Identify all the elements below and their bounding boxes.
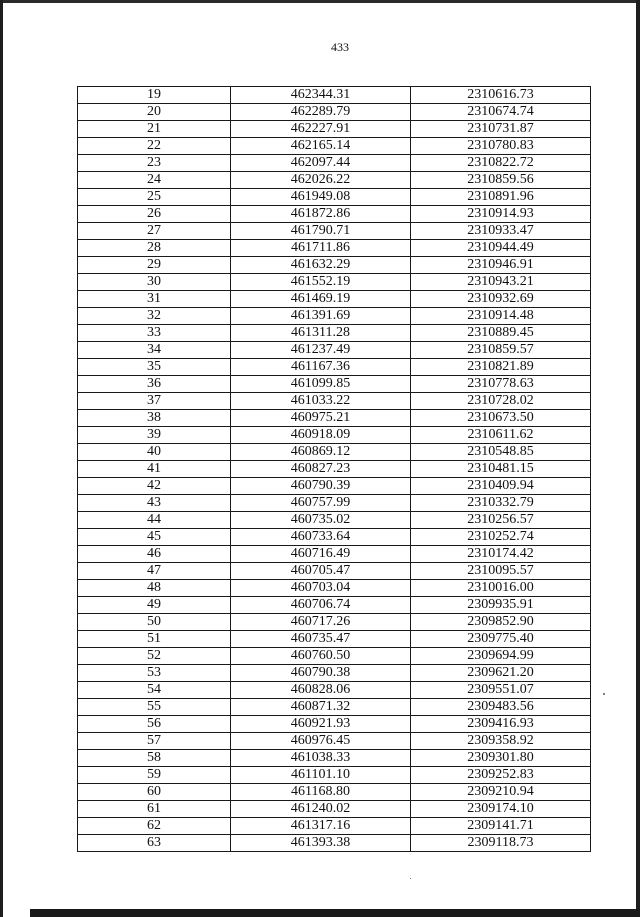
point-number-cell: 51 (78, 631, 231, 648)
y-coordinate-cell: 2309252.83 (411, 767, 591, 784)
y-coordinate-cell: 2309210.94 (411, 784, 591, 801)
y-coordinate-cell: 2309118.73 (411, 835, 591, 852)
point-number-cell: 21 (78, 121, 231, 138)
x-coordinate-cell: 461393.38 (231, 835, 411, 852)
y-coordinate-cell: 2309621.20 (411, 665, 591, 682)
point-number-cell: 38 (78, 410, 231, 427)
x-coordinate-cell: 461101.10 (231, 767, 411, 784)
y-coordinate-cell: 2310914.48 (411, 308, 591, 325)
table-row (78, 665, 591, 682)
x-coordinate-cell: 461099.85 (231, 376, 411, 393)
x-coordinate-cell: 461711.86 (231, 240, 411, 257)
scan-edge-left (0, 0, 3, 917)
y-coordinate-cell: 2310728.02 (411, 393, 591, 410)
table-row (78, 410, 591, 427)
x-coordinate-cell: 460733.64 (231, 529, 411, 546)
x-coordinate-cell: 461632.29 (231, 257, 411, 274)
scan-edge-bottom (30, 909, 640, 917)
y-coordinate-cell: 2310409.94 (411, 478, 591, 495)
table-row (78, 648, 591, 665)
x-coordinate-cell: 462344.31 (231, 87, 411, 104)
y-coordinate-cell: 2309694.99 (411, 648, 591, 665)
y-coordinate-cell: 2309358.92 (411, 733, 591, 750)
table-row (78, 716, 591, 733)
x-coordinate-cell: 460828.06 (231, 682, 411, 699)
x-coordinate-cell: 460760.50 (231, 648, 411, 665)
table-row (78, 172, 591, 189)
table-row (78, 189, 591, 206)
y-coordinate-cell: 2310332.79 (411, 495, 591, 512)
y-coordinate-cell: 2310616.73 (411, 87, 591, 104)
y-coordinate-cell: 2310673.50 (411, 410, 591, 427)
x-coordinate-cell: 461552.19 (231, 274, 411, 291)
point-number-cell: 20 (78, 104, 231, 121)
y-coordinate-cell: 2309775.40 (411, 631, 591, 648)
y-coordinate-cell: 2309416.93 (411, 716, 591, 733)
y-coordinate-cell: 2309551.07 (411, 682, 591, 699)
point-number-cell: 54 (78, 682, 231, 699)
x-coordinate-cell: 460790.38 (231, 665, 411, 682)
point-number-cell: 23 (78, 155, 231, 172)
point-number-cell: 53 (78, 665, 231, 682)
x-coordinate-cell: 462165.14 (231, 138, 411, 155)
point-number-cell: 47 (78, 563, 231, 580)
table-row (78, 818, 591, 835)
point-number-cell: 55 (78, 699, 231, 716)
table-row (78, 495, 591, 512)
scan-edge-top (0, 0, 640, 3)
x-coordinate-cell: 460869.12 (231, 444, 411, 461)
table-row (78, 291, 591, 308)
x-coordinate-cell: 462289.79 (231, 104, 411, 121)
table-row (78, 597, 591, 614)
y-coordinate-cell: 2310932.69 (411, 291, 591, 308)
x-coordinate-cell: 462026.22 (231, 172, 411, 189)
x-coordinate-cell: 460918.09 (231, 427, 411, 444)
table-row (78, 393, 591, 410)
point-number-cell: 59 (78, 767, 231, 784)
point-number-cell: 56 (78, 716, 231, 733)
x-coordinate-cell: 461317.16 (231, 818, 411, 835)
x-coordinate-cell: 460705.47 (231, 563, 411, 580)
x-coordinate-cell: 462227.91 (231, 121, 411, 138)
table-row (78, 240, 591, 257)
x-coordinate-cell: 460790.39 (231, 478, 411, 495)
table-row (78, 461, 591, 478)
y-coordinate-cell: 2309141.71 (411, 818, 591, 835)
y-coordinate-cell: 2310252.74 (411, 529, 591, 546)
x-coordinate-cell: 460827.23 (231, 461, 411, 478)
table-row (78, 835, 591, 852)
point-number-cell: 43 (78, 495, 231, 512)
y-coordinate-cell: 2310095.57 (411, 563, 591, 580)
x-coordinate-cell: 461240.02 (231, 801, 411, 818)
y-coordinate-cell: 2310256.57 (411, 512, 591, 529)
table-row (78, 512, 591, 529)
x-coordinate-cell: 460735.47 (231, 631, 411, 648)
table-row (78, 767, 591, 784)
point-number-cell: 49 (78, 597, 231, 614)
x-coordinate-cell: 461469.19 (231, 291, 411, 308)
x-coordinate-cell: 460703.04 (231, 580, 411, 597)
table-row (78, 801, 591, 818)
y-coordinate-cell: 2310016.00 (411, 580, 591, 597)
table-row (78, 155, 591, 172)
table-row (78, 750, 591, 767)
scan-speck (603, 693, 605, 695)
x-coordinate-cell: 461167.36 (231, 359, 411, 376)
coordinates-table (77, 86, 591, 852)
table-row (78, 784, 591, 801)
table-row (78, 563, 591, 580)
y-coordinate-cell: 2310889.45 (411, 325, 591, 342)
point-number-cell: 45 (78, 529, 231, 546)
y-coordinate-cell: 2310944.49 (411, 240, 591, 257)
y-coordinate-cell: 2309301.80 (411, 750, 591, 767)
point-number-cell: 35 (78, 359, 231, 376)
table-row (78, 359, 591, 376)
table-row (78, 257, 591, 274)
y-coordinate-cell: 2310822.72 (411, 155, 591, 172)
table-row (78, 546, 591, 563)
point-number-cell: 26 (78, 206, 231, 223)
page-number: 433 (331, 40, 349, 54)
x-coordinate-cell: 460975.21 (231, 410, 411, 427)
point-number-cell: 19 (78, 87, 231, 104)
x-coordinate-cell: 460757.99 (231, 495, 411, 512)
point-number-cell: 58 (78, 750, 231, 767)
table-row (78, 427, 591, 444)
y-coordinate-cell: 2309483.56 (411, 699, 591, 716)
x-coordinate-cell: 461391.69 (231, 308, 411, 325)
table-row (78, 87, 591, 104)
x-coordinate-cell: 460871.32 (231, 699, 411, 716)
table-row (78, 274, 591, 291)
x-coordinate-cell: 461311.28 (231, 325, 411, 342)
x-coordinate-cell: 461168.80 (231, 784, 411, 801)
table-row (78, 699, 591, 716)
table-row (78, 138, 591, 155)
y-coordinate-cell: 2309935.91 (411, 597, 591, 614)
point-number-cell: 60 (78, 784, 231, 801)
point-number-cell: 37 (78, 393, 231, 410)
point-number-cell: 36 (78, 376, 231, 393)
point-number-cell: 61 (78, 801, 231, 818)
table-row (78, 631, 591, 648)
point-number-cell: 27 (78, 223, 231, 240)
y-coordinate-cell: 2310943.21 (411, 274, 591, 291)
point-number-cell: 50 (78, 614, 231, 631)
point-number-cell: 31 (78, 291, 231, 308)
y-coordinate-cell: 2310731.87 (411, 121, 591, 138)
point-number-cell: 22 (78, 138, 231, 155)
x-coordinate-cell: 460717.26 (231, 614, 411, 631)
y-coordinate-cell: 2310674.74 (411, 104, 591, 121)
y-coordinate-cell: 2310548.85 (411, 444, 591, 461)
x-coordinate-cell: 460716.49 (231, 546, 411, 563)
point-number-cell: 62 (78, 818, 231, 835)
x-coordinate-cell: 460921.93 (231, 716, 411, 733)
table-row (78, 478, 591, 495)
x-coordinate-cell: 461949.08 (231, 189, 411, 206)
y-coordinate-cell: 2310946.91 (411, 257, 591, 274)
table-row (78, 121, 591, 138)
table-row (78, 580, 591, 597)
table-row (78, 682, 591, 699)
x-coordinate-cell: 461038.33 (231, 750, 411, 767)
x-coordinate-cell: 461237.49 (231, 342, 411, 359)
table-row (78, 223, 591, 240)
y-coordinate-cell: 2310914.93 (411, 206, 591, 223)
point-number-cell: 48 (78, 580, 231, 597)
point-number-cell: 24 (78, 172, 231, 189)
point-number-cell: 40 (78, 444, 231, 461)
point-number-cell: 33 (78, 325, 231, 342)
table-row (78, 206, 591, 223)
point-number-cell: 29 (78, 257, 231, 274)
x-coordinate-cell: 461872.86 (231, 206, 411, 223)
y-coordinate-cell: 2310174.42 (411, 546, 591, 563)
coordinates-table-body (78, 87, 591, 852)
point-number-cell: 34 (78, 342, 231, 359)
scan-edge-right (636, 0, 640, 917)
table-row (78, 308, 591, 325)
y-coordinate-cell: 2309174.10 (411, 801, 591, 818)
y-coordinate-cell: 2310821.89 (411, 359, 591, 376)
table-row (78, 444, 591, 461)
x-coordinate-cell: 462097.44 (231, 155, 411, 172)
x-coordinate-cell: 460976.45 (231, 733, 411, 750)
table-row (78, 733, 591, 750)
y-coordinate-cell: 2309852.90 (411, 614, 591, 631)
y-coordinate-cell: 2310481.15 (411, 461, 591, 478)
table-row (78, 104, 591, 121)
point-number-cell: 63 (78, 835, 231, 852)
y-coordinate-cell: 2310611.62 (411, 427, 591, 444)
point-number-cell: 42 (78, 478, 231, 495)
scan-speck (410, 878, 411, 879)
x-coordinate-cell: 461033.22 (231, 393, 411, 410)
point-number-cell: 28 (78, 240, 231, 257)
x-coordinate-cell: 460706.74 (231, 597, 411, 614)
x-coordinate-cell: 461790.71 (231, 223, 411, 240)
point-number-cell: 52 (78, 648, 231, 665)
point-number-cell: 41 (78, 461, 231, 478)
table-row (78, 376, 591, 393)
y-coordinate-cell: 2310780.83 (411, 138, 591, 155)
point-number-cell: 30 (78, 274, 231, 291)
table-row (78, 325, 591, 342)
y-coordinate-cell: 2310778.63 (411, 376, 591, 393)
y-coordinate-cell: 2310859.56 (411, 172, 591, 189)
point-number-cell: 44 (78, 512, 231, 529)
point-number-cell: 46 (78, 546, 231, 563)
point-number-cell: 57 (78, 733, 231, 750)
table-row (78, 342, 591, 359)
y-coordinate-cell: 2310933.47 (411, 223, 591, 240)
point-number-cell: 39 (78, 427, 231, 444)
point-number-cell: 25 (78, 189, 231, 206)
table-row (78, 529, 591, 546)
x-coordinate-cell: 460735.02 (231, 512, 411, 529)
table-row (78, 614, 591, 631)
y-coordinate-cell: 2310859.57 (411, 342, 591, 359)
y-coordinate-cell: 2310891.96 (411, 189, 591, 206)
point-number-cell: 32 (78, 308, 231, 325)
